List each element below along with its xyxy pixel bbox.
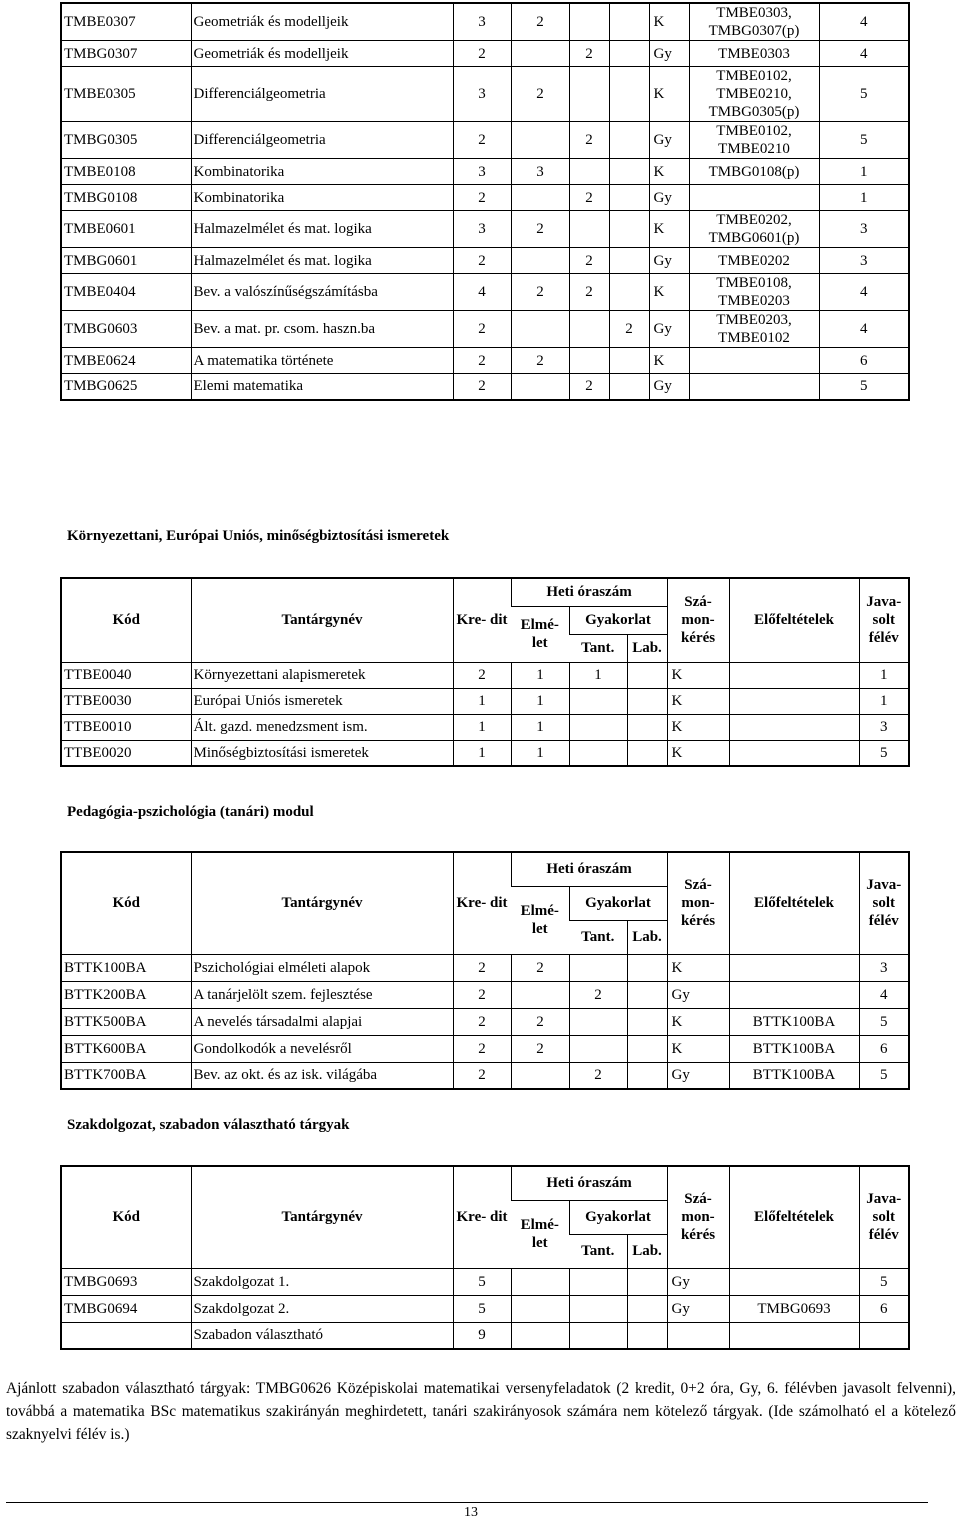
prerequisites — [729, 1322, 859, 1349]
assessment-type: K — [649, 159, 689, 185]
practice-hours: 2 — [569, 41, 609, 67]
course-code: BTTK200BA — [61, 981, 191, 1008]
credit: 2 — [453, 41, 511, 67]
course-table-thesis — [60, 1165, 910, 1350]
assessment-type: K — [649, 3, 689, 41]
credit: 3 — [453, 67, 511, 122]
header-kredit: Kre- dit — [453, 578, 511, 662]
header-elofeltetelek: Előfeltételek — [729, 852, 859, 954]
course-code: TMBE0601 — [61, 211, 191, 248]
course-name: Differenciálgeometria — [191, 67, 453, 122]
course-name: Elemi matematika — [191, 374, 453, 400]
table-row — [61, 1062, 909, 1089]
lab-hours — [627, 1035, 667, 1062]
lab-hours — [627, 662, 667, 688]
lab-hours — [609, 185, 649, 211]
header-elmelet: Elmé- let — [511, 1200, 569, 1268]
recommended-semester: 5 — [859, 1008, 909, 1035]
table-header — [61, 1166, 909, 1268]
practice-hours: 2 — [569, 981, 627, 1008]
practice-hours — [569, 348, 609, 374]
table-row — [61, 311, 909, 348]
prerequisites: TMBE0303, TMBG0307(p) — [689, 3, 819, 41]
prerequisites: TMBE0108, TMBE0203 — [689, 274, 819, 311]
prerequisites — [689, 185, 819, 211]
lab-hours — [627, 1268, 667, 1295]
prerequisites: TMBG0693 — [729, 1295, 859, 1322]
lab-hours — [627, 688, 667, 714]
recommended-semester: 6 — [859, 1295, 909, 1322]
assessment-type: K — [649, 211, 689, 248]
header-elofeltetelek: Előfeltételek — [729, 1166, 859, 1268]
practice-hours — [569, 211, 609, 248]
recommended-semester: 5 — [859, 1062, 909, 1089]
header-tant: Tant. — [569, 1234, 627, 1268]
header-gyakorlat: Gyakorlat — [569, 606, 667, 634]
theory-hours — [511, 374, 569, 400]
prerequisites: TMBE0202 — [689, 248, 819, 274]
assessment-type: Gy — [649, 311, 689, 348]
theory-hours — [511, 122, 569, 159]
course-code: TMBE0404 — [61, 274, 191, 311]
assessment-type: Gy — [649, 374, 689, 400]
table-row — [61, 1322, 909, 1349]
theory-hours — [511, 41, 569, 67]
recommended-semester: 3 — [819, 211, 909, 248]
theory-hours: 2 — [511, 1008, 569, 1035]
practice-hours — [569, 688, 627, 714]
practice-hours — [569, 1322, 627, 1349]
recommended-semester: 1 — [819, 159, 909, 185]
header-lab: Lab. — [627, 920, 667, 954]
course-code: TTBE0020 — [61, 740, 191, 766]
course-name: Pszichológiai elméleti alapok — [191, 954, 453, 981]
theory-hours: 2 — [511, 67, 569, 122]
course-code: TTBE0030 — [61, 688, 191, 714]
recommended-semester: 4 — [859, 981, 909, 1008]
header-lab: Lab. — [627, 634, 667, 662]
recommended-semester: 3 — [819, 248, 909, 274]
recommended-semester: 1 — [859, 688, 909, 714]
theory-hours: 2 — [511, 954, 569, 981]
table-row — [61, 662, 909, 688]
course-name: Ált. gazd. menedzsment ism. — [191, 714, 453, 740]
section-title-pedagogy: Pedagógia-pszichológia (tanári) modul — [67, 804, 314, 820]
practice-hours — [569, 311, 609, 348]
course-table-continued — [60, 2, 910, 401]
assessment-type: Gy — [649, 185, 689, 211]
table-header — [61, 578, 909, 662]
course-name: Kombinatorika — [191, 185, 453, 211]
assessment-type: K — [667, 740, 729, 766]
table-row — [61, 248, 909, 274]
prerequisites — [729, 1268, 859, 1295]
footer-divider — [6, 1502, 928, 1503]
prerequisites: BTTK100BA — [729, 1035, 859, 1062]
assessment-type: Gy — [667, 1268, 729, 1295]
course-code: BTTK500BA — [61, 1008, 191, 1035]
practice-hours — [569, 3, 609, 41]
table-row — [61, 740, 909, 766]
course-code: TMBE0108 — [61, 159, 191, 185]
credit: 5 — [453, 1295, 511, 1322]
practice-hours — [569, 954, 627, 981]
theory-hours: 2 — [511, 274, 569, 311]
header-elmelet: Elmé- let — [511, 886, 569, 954]
prerequisites: TMBE0303 — [689, 41, 819, 67]
lab-hours — [627, 714, 667, 740]
table-row — [61, 1295, 909, 1322]
header-gyakorlat: Gyakorlat — [569, 1200, 667, 1234]
lab-hours — [627, 1295, 667, 1322]
table-row — [61, 374, 909, 400]
footnote-recommended-electives: Ajánlott szabadon választható tárgyak: TMBG0626 Középiskolai matematikai versenyfeladatok (2 kredit, 0+2 óra, Gy, 6. félévben javasolt felvenni), továbbá a matematika BSc matematikus szakirányán meghirdetett, tanári szakirányosok számára nem kötelező tárgyak. (Ide számolható el a kötelező szaknyelvi félév is.) — [6, 1380, 956, 1443]
course-name: Szakdolgozat 2. — [191, 1295, 453, 1322]
course-code: TMBG0305 — [61, 122, 191, 159]
practice-hours — [569, 1035, 627, 1062]
theory-hours: 2 — [511, 3, 569, 41]
prerequisites — [729, 740, 859, 766]
credit: 1 — [453, 714, 511, 740]
header-kod: Kód — [61, 852, 191, 954]
recommended-semester: 5 — [819, 122, 909, 159]
prerequisites — [729, 688, 859, 714]
prerequisites: TMBG0108(p) — [689, 159, 819, 185]
header-kredit: Kre- dit — [453, 852, 511, 954]
theory-hours: 2 — [511, 348, 569, 374]
prerequisites: TMBE0102, TMBE0210 — [689, 122, 819, 159]
practice-hours — [569, 67, 609, 122]
prerequisites — [689, 374, 819, 400]
section-title-environment: Környezettani, Európai Uniós, minőségbiztosítási ismeretek — [67, 528, 450, 544]
theory-hours: 1 — [511, 740, 569, 766]
section-title-thesis: Szakdolgozat, szabadon választható tárgyak — [67, 1117, 350, 1133]
lab-hours — [627, 1008, 667, 1035]
course-code: TMBE0307 — [61, 3, 191, 41]
header-javasolt: Java- solt félév — [859, 578, 909, 662]
theory-hours: 1 — [511, 688, 569, 714]
assessment-type: K — [667, 688, 729, 714]
lab-hours — [609, 274, 649, 311]
lab-hours — [609, 41, 649, 67]
assessment-type: K — [667, 714, 729, 740]
practice-hours: 2 — [569, 374, 609, 400]
course-code: TTBE0010 — [61, 714, 191, 740]
prerequisites: BTTK100BA — [729, 1008, 859, 1035]
credit: 2 — [453, 1008, 511, 1035]
assessment-type: K — [649, 67, 689, 122]
credit: 3 — [453, 3, 511, 41]
table-row — [61, 67, 909, 122]
page-number: 13 — [464, 1505, 478, 1520]
header-tantargynev: Tantárgynév — [191, 1166, 453, 1268]
header-kod: Kód — [61, 578, 191, 662]
prerequisites — [729, 714, 859, 740]
lab-hours: 2 — [609, 311, 649, 348]
course-name: Bev. a valószínűségszámításba — [191, 274, 453, 311]
recommended-semester: 3 — [859, 954, 909, 981]
theory-hours: 1 — [511, 714, 569, 740]
theory-hours: 1 — [511, 662, 569, 688]
course-name: A tanárjelölt szem. fejlesztése — [191, 981, 453, 1008]
prerequisites — [729, 954, 859, 981]
course-code: BTTK700BA — [61, 1062, 191, 1089]
prerequisites: BTTK100BA — [729, 1062, 859, 1089]
credit: 2 — [453, 374, 511, 400]
prerequisites — [689, 348, 819, 374]
assessment-type: Gy — [667, 1295, 729, 1322]
recommended-semester: 6 — [859, 1035, 909, 1062]
course-name: Gondolkodók a nevelésről — [191, 1035, 453, 1062]
recommended-semester — [859, 1322, 909, 1349]
credit: 5 — [453, 1268, 511, 1295]
credit: 3 — [453, 211, 511, 248]
recommended-semester: 1 — [859, 662, 909, 688]
lab-hours — [627, 1062, 667, 1089]
recommended-semester: 1 — [819, 185, 909, 211]
table-row — [61, 211, 909, 248]
course-code: TMBE0305 — [61, 67, 191, 122]
course-code: TMBG0693 — [61, 1268, 191, 1295]
table-row — [61, 3, 909, 41]
lab-hours — [627, 981, 667, 1008]
assessment-type: Gy — [667, 981, 729, 1008]
course-code: TMBG0307 — [61, 41, 191, 67]
prerequisites: TMBE0202, TMBG0601(p) — [689, 211, 819, 248]
course-name: Minőségbiztosítási ismeretek — [191, 740, 453, 766]
practice-hours — [569, 1008, 627, 1035]
credit: 2 — [453, 662, 511, 688]
table-row — [61, 688, 909, 714]
lab-hours — [609, 374, 649, 400]
lab-hours — [609, 67, 649, 122]
theory-hours: 3 — [511, 159, 569, 185]
header-szamonkeres: Szá- mon- kérés — [667, 578, 729, 662]
credit: 3 — [453, 159, 511, 185]
course-name: A nevelés társadalmi alapjai — [191, 1008, 453, 1035]
course-name: A matematika története — [191, 348, 453, 374]
header-tant: Tant. — [569, 634, 627, 662]
theory-hours — [511, 1268, 569, 1295]
header-kod: Kód — [61, 1166, 191, 1268]
prerequisites — [729, 662, 859, 688]
lab-hours — [609, 348, 649, 374]
recommended-semester: 4 — [819, 311, 909, 348]
course-code: TMBG0601 — [61, 248, 191, 274]
course-name: Környezettani alapismeretek — [191, 662, 453, 688]
course-name: Szabadon választható — [191, 1322, 453, 1349]
lab-hours — [627, 1322, 667, 1349]
table-row — [61, 981, 909, 1008]
theory-hours — [511, 1295, 569, 1322]
theory-hours — [511, 185, 569, 211]
lab-hours — [609, 211, 649, 248]
course-code: TMBG0694 — [61, 1295, 191, 1322]
practice-hours — [569, 714, 627, 740]
credit: 2 — [453, 122, 511, 159]
theory-hours — [511, 248, 569, 274]
course-code: TMBE0624 — [61, 348, 191, 374]
lab-hours — [609, 248, 649, 274]
recommended-semester: 5 — [819, 67, 909, 122]
credit: 2 — [453, 1062, 511, 1089]
assessment-type: Gy — [649, 248, 689, 274]
assessment-type: K — [667, 1008, 729, 1035]
course-name: Geometriák és modelljeik — [191, 3, 453, 41]
practice-hours — [569, 740, 627, 766]
lab-hours — [609, 122, 649, 159]
header-szamonkeres: Szá- mon- kérés — [667, 1166, 729, 1268]
assessment-type: Gy — [649, 122, 689, 159]
credit: 9 — [453, 1322, 511, 1349]
table-row — [61, 274, 909, 311]
prerequisites: TMBE0102, TMBE0210, TMBG0305(p) — [689, 67, 819, 122]
recommended-semester: 5 — [819, 374, 909, 400]
theory-hours — [511, 981, 569, 1008]
credit: 2 — [453, 1035, 511, 1062]
theory-hours: 2 — [511, 1035, 569, 1062]
prerequisites: TMBE0203, TMBE0102 — [689, 311, 819, 348]
practice-hours — [569, 1295, 627, 1322]
practice-hours — [569, 1268, 627, 1295]
course-name: Differenciálgeometria — [191, 122, 453, 159]
course-code: TMBG0108 — [61, 185, 191, 211]
header-tantargynev: Tantárgynév — [191, 852, 453, 954]
assessment-type — [667, 1322, 729, 1349]
table-row — [61, 954, 909, 981]
header-elofeltetelek: Előfeltételek — [729, 578, 859, 662]
recommended-semester: 5 — [859, 1268, 909, 1295]
assessment-type: K — [667, 954, 729, 981]
table-row — [61, 1268, 909, 1295]
course-table-pedagogy — [60, 851, 910, 1090]
header-heti-oraszam: Heti óraszám — [511, 1166, 667, 1200]
credit: 2 — [453, 954, 511, 981]
table-row — [61, 1035, 909, 1062]
credit: 2 — [453, 348, 511, 374]
course-name: Bev. a mat. pr. csom. haszn.ba — [191, 311, 453, 348]
course-name: Kombinatorika — [191, 159, 453, 185]
credit: 1 — [453, 688, 511, 714]
assessment-type: Gy — [667, 1062, 729, 1089]
assessment-type: Gy — [649, 41, 689, 67]
header-gyakorlat: Gyakorlat — [569, 886, 667, 920]
practice-hours: 2 — [569, 274, 609, 311]
course-code: TMBG0625 — [61, 374, 191, 400]
lab-hours — [627, 740, 667, 766]
lab-hours — [609, 3, 649, 41]
table-row — [61, 714, 909, 740]
credit: 2 — [453, 981, 511, 1008]
table-row — [61, 122, 909, 159]
recommended-semester: 4 — [819, 41, 909, 67]
header-heti-oraszam: Heti óraszám — [511, 578, 667, 606]
credit: 4 — [453, 274, 511, 311]
assessment-type: K — [667, 662, 729, 688]
course-code: BTTK600BA — [61, 1035, 191, 1062]
theory-hours — [511, 311, 569, 348]
course-name: Európai Uniós ismeretek — [191, 688, 453, 714]
practice-hours: 2 — [569, 122, 609, 159]
course-code: BTTK100BA — [61, 954, 191, 981]
credit: 2 — [453, 185, 511, 211]
header-javasolt: Java- solt félév — [859, 1166, 909, 1268]
assessment-type: K — [667, 1035, 729, 1062]
credit: 2 — [453, 311, 511, 348]
table-row — [61, 348, 909, 374]
theory-hours — [511, 1322, 569, 1349]
table-row — [61, 1008, 909, 1035]
course-table-environment — [60, 577, 910, 767]
practice-hours — [569, 159, 609, 185]
credit: 2 — [453, 248, 511, 274]
recommended-semester: 6 — [819, 348, 909, 374]
lab-hours — [627, 954, 667, 981]
course-code: TTBE0040 — [61, 662, 191, 688]
course-name: Geometriák és modelljeik — [191, 41, 453, 67]
practice-hours: 2 — [569, 248, 609, 274]
table-row — [61, 159, 909, 185]
header-elmelet: Elmé- let — [511, 606, 569, 662]
course-name: Szakdolgozat 1. — [191, 1268, 453, 1295]
recommended-semester: 4 — [819, 3, 909, 41]
header-tantargynev: Tantárgynév — [191, 578, 453, 662]
header-javasolt: Java- solt félév — [859, 852, 909, 954]
header-szamonkeres: Szá- mon- kérés — [667, 852, 729, 954]
recommended-semester: 4 — [819, 274, 909, 311]
header-tant: Tant. — [569, 920, 627, 954]
lab-hours — [609, 159, 649, 185]
header-kredit: Kre- dit — [453, 1166, 511, 1268]
practice-hours: 2 — [569, 185, 609, 211]
recommended-semester: 5 — [859, 740, 909, 766]
header-lab: Lab. — [627, 1234, 667, 1268]
table-row — [61, 41, 909, 67]
assessment-type: K — [649, 348, 689, 374]
course-name: Halmazelmélet és mat. logika — [191, 248, 453, 274]
course-name: Halmazelmélet és mat. logika — [191, 211, 453, 248]
table-header — [61, 852, 909, 954]
theory-hours — [511, 1062, 569, 1089]
table-row — [61, 185, 909, 211]
course-name: Bev. az okt. és az isk. világába — [191, 1062, 453, 1089]
practice-hours: 2 — [569, 1062, 627, 1089]
course-code — [61, 1322, 191, 1349]
assessment-type: K — [649, 274, 689, 311]
practice-hours: 1 — [569, 662, 627, 688]
course-code: TMBG0603 — [61, 311, 191, 348]
credit: 1 — [453, 740, 511, 766]
header-heti-oraszam: Heti óraszám — [511, 852, 667, 886]
recommended-semester: 3 — [859, 714, 909, 740]
theory-hours: 2 — [511, 211, 569, 248]
prerequisites — [729, 981, 859, 1008]
